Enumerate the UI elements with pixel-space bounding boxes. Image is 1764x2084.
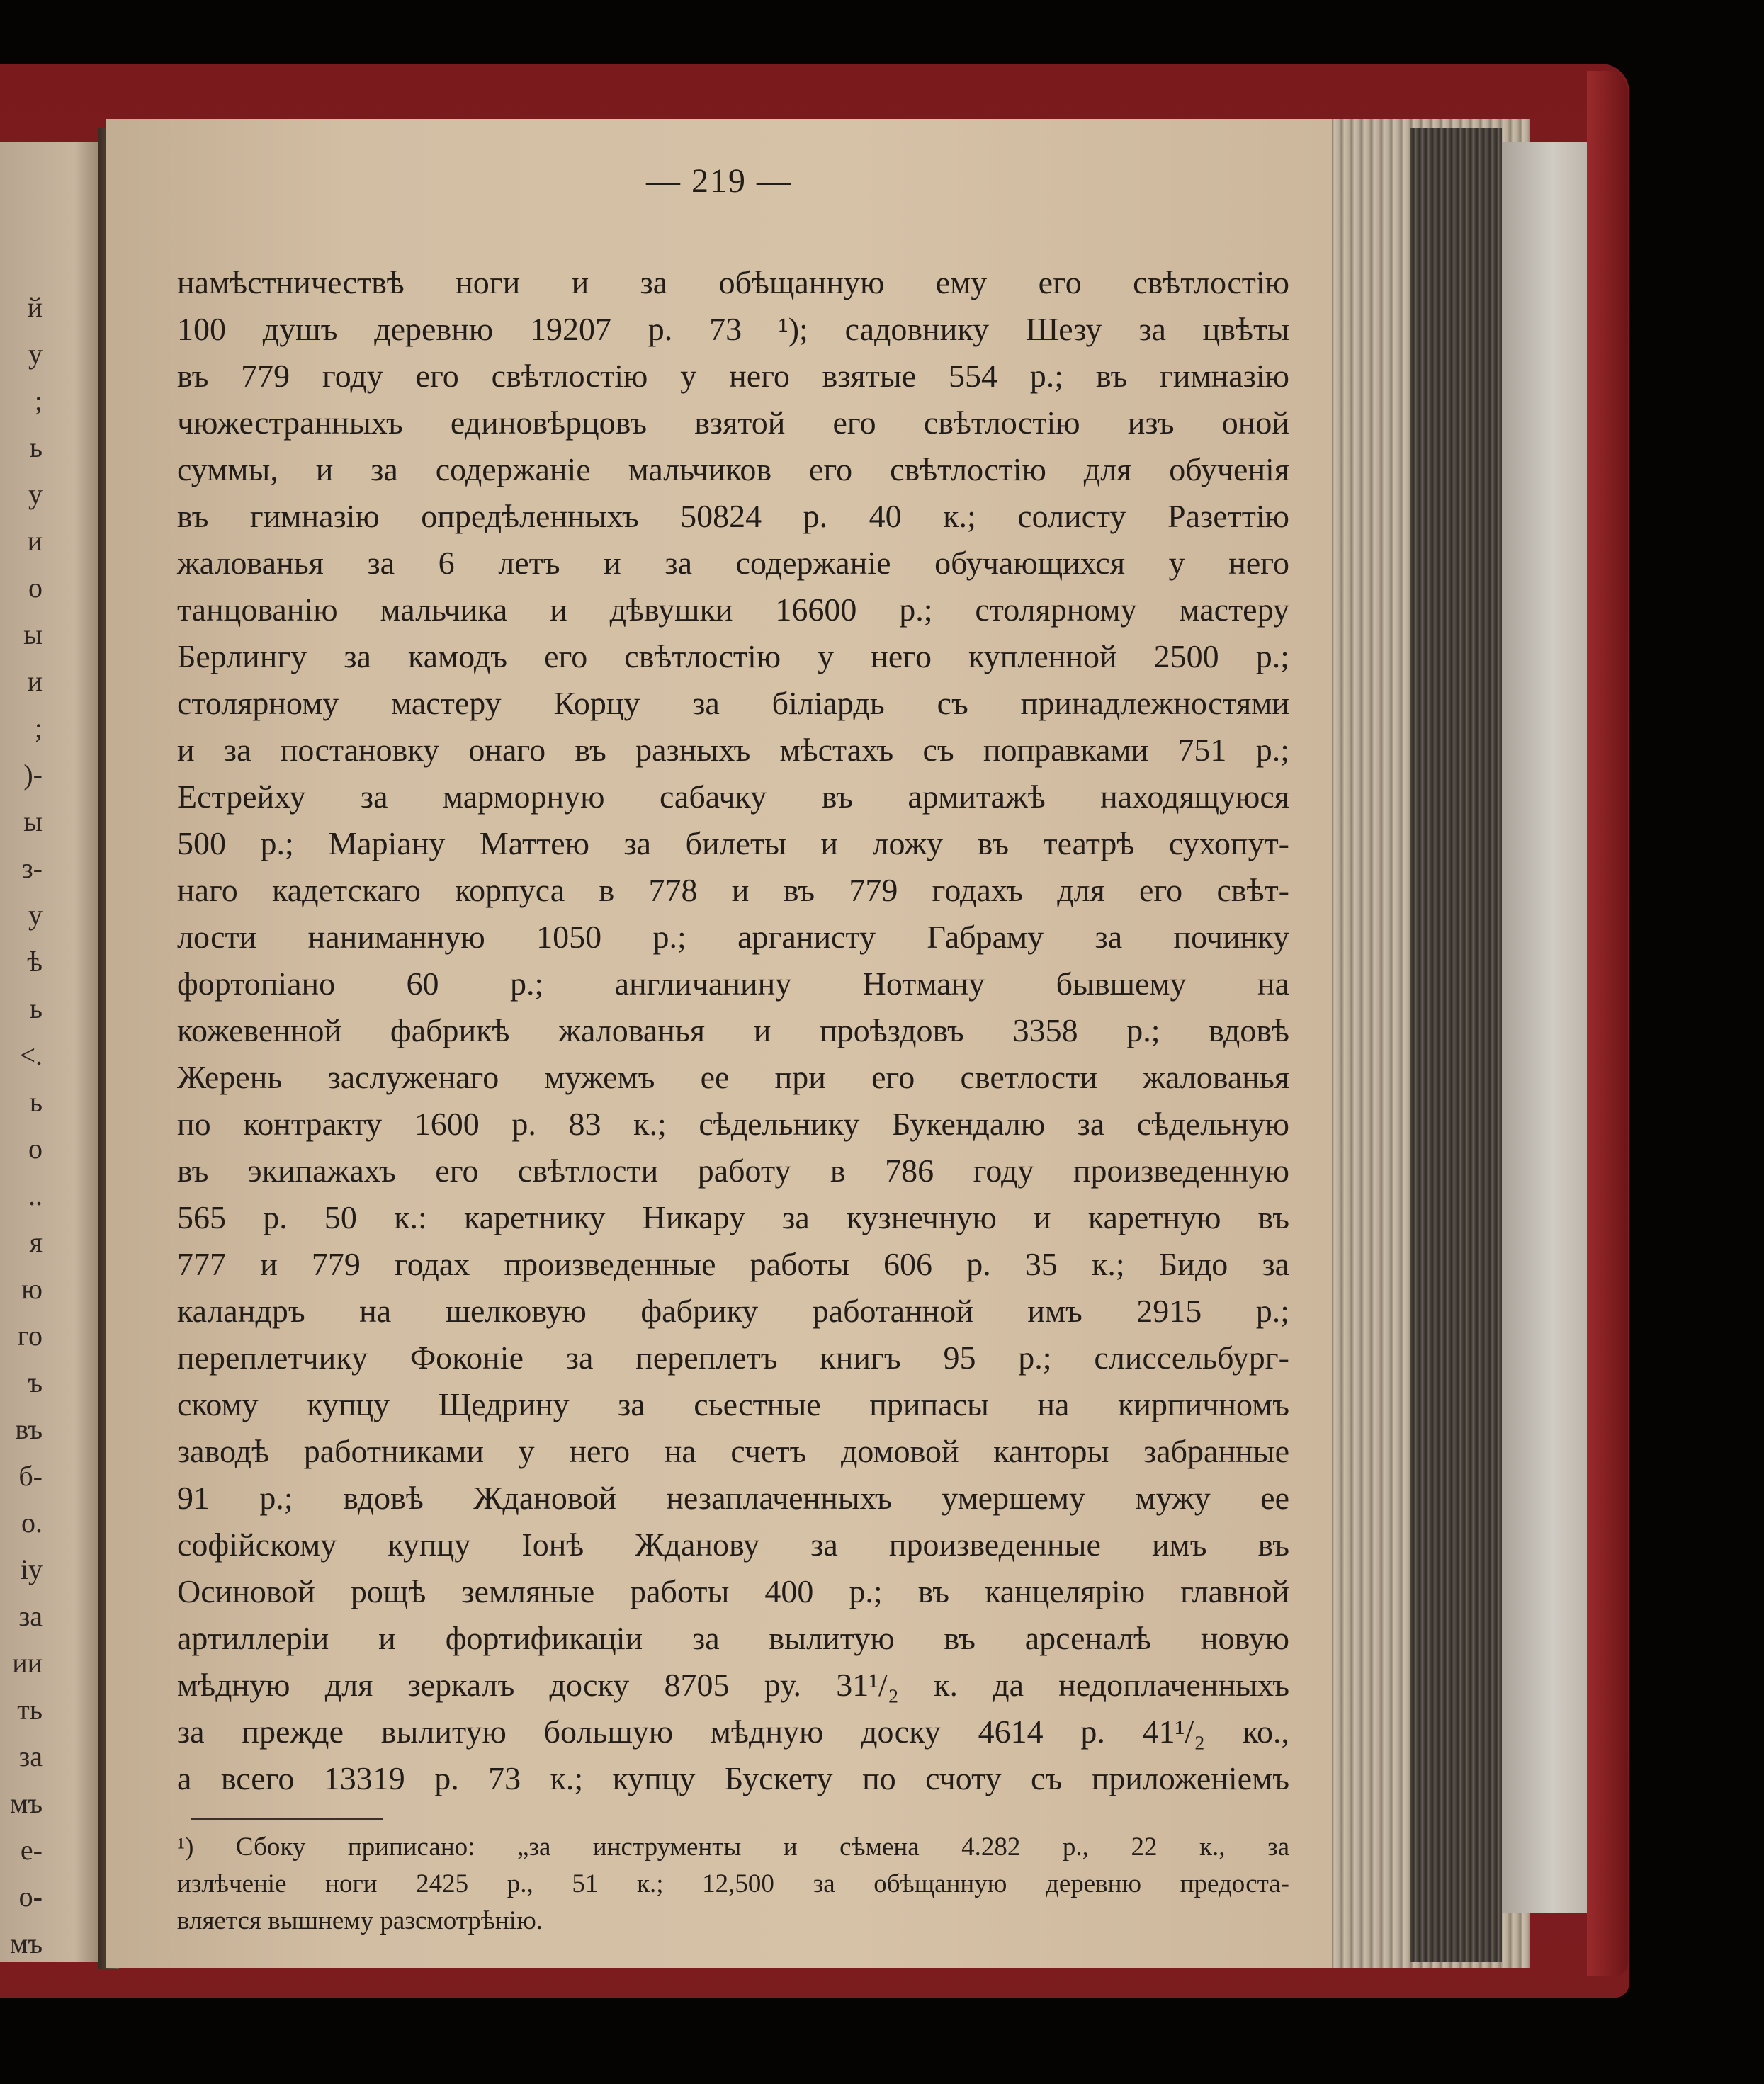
text-line: по контракту 1600 р. 83 к.; сѣдельнику Букендалю за сѣдельную (177, 1106, 1289, 1142)
text-line: заводѣ работниками у него на счетъ домовой канторы забранные (177, 1433, 1289, 1469)
text-line: 777 и 779 годах произведенные работы 606 р. 35 к.; Бидо за (177, 1246, 1289, 1282)
text-line: въ гимназію опредѣленныхъ 50824 р. 40 к.; солисту Разеттію (177, 498, 1289, 534)
left-page-fragment: <. (19, 1039, 43, 1071)
left-page-fragment: у (28, 478, 43, 510)
left-page-fragment: у (28, 338, 43, 370)
text-line: и за постановку онаго въ разныхъ мѣстахъ съ поправками 751 р.; (177, 732, 1289, 768)
text-line: Берлингу за камодъ его свѣтлостію у него купленной 2500 р.; (177, 638, 1289, 674)
left-page-fragment: ть (17, 1694, 43, 1726)
book-cover-edge (1587, 71, 1628, 1976)
footnote-line: ¹) Сбоку приписано: „за инструменты и сѣмена 4.282 р., 22 к., за (177, 1833, 1289, 1862)
left-page-fragment: ь (29, 992, 43, 1024)
left-page-fragment: ь (29, 431, 43, 463)
text-line: софійскому купцу Іонѣ Жданову за произведенные имъ въ (177, 1527, 1289, 1563)
left-page-fragment: о (28, 572, 43, 604)
left-page-fragment: ъ (28, 1366, 43, 1398)
text-line: 500 р.; Маріану Маттею за билеты и ложу въ театрѣ сухопут- (177, 825, 1289, 861)
previous-page (0, 142, 106, 1962)
page-block-shadow (1410, 128, 1502, 1962)
left-page-fragment: и (27, 665, 43, 697)
text-line: Осиновой рощѣ земляные работы 400 р.; въ канцелярію главной (177, 1573, 1289, 1609)
left-page-fragment: й (27, 291, 43, 323)
left-page-fragment: б- (18, 1460, 43, 1492)
text-line: столярному мастеру Корцу за біліардь съ принадлежностями (177, 685, 1289, 721)
book-page (106, 119, 1332, 1968)
left-page-fragment: .. (28, 1179, 43, 1211)
text-line: 100 душъ деревню 19207 р. 73 ¹); садовнику Шезу за цвѣты (177, 311, 1289, 347)
left-page-fragment: и (27, 525, 43, 557)
left-page-fragment: въ (15, 1413, 43, 1445)
page-number: — 219 — (646, 162, 792, 200)
left-page-fragment: у (28, 899, 43, 931)
text-line: переплетчику Фоконіе за переплетъ книгъ 95 р.; слиссельбург- (177, 1340, 1289, 1376)
text-line: жалованья за 6 летъ и за содержаніе обучающихся у него (177, 545, 1289, 581)
text-line: наго кадетскаго корпуса в 778 и въ 779 годахъ для его свѣт- (177, 872, 1289, 908)
text-line: 565 р. 50 к.: каретнику Никару за кузнечную и каретную въ (177, 1199, 1289, 1235)
left-page-fragment: ы (23, 618, 43, 650)
left-page-fragment: ь (29, 1086, 43, 1118)
left-page-fragment: ; (34, 385, 43, 417)
text-line: чюжестранныхъ единовѣрцовъ взятой его свѣтлостію изъ оной (177, 404, 1289, 441)
left-page-fragment: ѣ (27, 946, 43, 978)
left-page-fragment: мъ (10, 1787, 43, 1819)
left-page-fragment: о (28, 1133, 43, 1165)
left-page-fragment: ; (34, 712, 43, 744)
text-line: артиллеріи и фортификаціи за вылитую въ арсеналѣ новую (177, 1620, 1289, 1656)
text-line: за прежде вылитую большую мѣдную доску 4614 р. 41¹/₂ ко., (177, 1714, 1289, 1750)
text-line: а всего 13319 р. 73 к.; купцу Бускету по счоту съ приложеніемъ (177, 1760, 1289, 1796)
text-line: мѣдную для зеркалъ доску 8705 ру. 31¹/₂ к. да недоплаченныхъ (177, 1667, 1289, 1703)
text-line: въ экипажахъ его свѣтлости работу в 786 году произведенную (177, 1153, 1289, 1189)
text-line: лости наниманную 1050 р.; арганисту Габраму за починку (177, 919, 1289, 955)
left-page-fragment: о. (21, 1507, 43, 1539)
left-page-fragment: )- (23, 759, 43, 791)
left-page-fragment: за (18, 1600, 43, 1632)
body-text (177, 259, 1289, 1802)
left-page-fragment: го (17, 1320, 43, 1352)
left-page-fragment: ы (23, 805, 43, 837)
text-line: намѣстничествѣ ноги и за обѣщанную ему его свѣтлостію (177, 264, 1289, 300)
text-line: 91 р.; вдовѣ Ждановой незаплаченныхъ умершему мужу ее (177, 1480, 1289, 1516)
left-page-fragment: з- (21, 852, 43, 884)
footnote-line: излѣченіе ноги 2425 р., 51 к.; 12,500 за обѣщанную деревню предоста- (177, 1869, 1289, 1898)
footnote-line: вляется вышнему разсмотрѣнію. (177, 1906, 543, 1935)
text-line: въ 779 году его свѣтлостію у него взятые 554 р.; въ гимназію (177, 358, 1289, 394)
left-page-fragment: ии (12, 1647, 43, 1679)
left-page-fragment: я (29, 1226, 43, 1258)
left-page-fragment: о- (18, 1881, 43, 1913)
text-line: Естрейху за марморную сабачку въ армитажѣ находящуюся (177, 778, 1289, 815)
footnote-rule (191, 1818, 383, 1820)
text-line: Жерень заслуженаго мужемъ ее при его светлости жалованья (177, 1059, 1289, 1095)
back-endpaper (1502, 142, 1587, 1913)
left-page-fragment: за (18, 1740, 43, 1772)
text-line: танцованію мальчика и дѣвушки 16600 р.; столярному мастеру (177, 591, 1289, 628)
footnote (177, 1829, 1289, 1939)
left-page-fragment: мъ (10, 1927, 43, 1959)
text-line: фортопіано 60 р.; англичанину Нотману бывшему на (177, 965, 1289, 1002)
text-line: каландръ на шелковую фабрику работанной имъ 2915 р.; (177, 1293, 1289, 1329)
left-page-fragment: е- (20, 1834, 43, 1866)
text-line: скому купцу Щедрину за сьестные припасы на кирпичномъ (177, 1386, 1289, 1422)
text-line: суммы, и за содержаніе мальчиков его свѣтлостію для обученія (177, 451, 1289, 487)
left-page-fragment: іу (20, 1553, 43, 1585)
left-page-fragment: ю (21, 1273, 43, 1305)
text-line: кожевенной фабрикѣ жалованья и проѣздовъ 3358 р.; вдовѣ (177, 1012, 1289, 1048)
